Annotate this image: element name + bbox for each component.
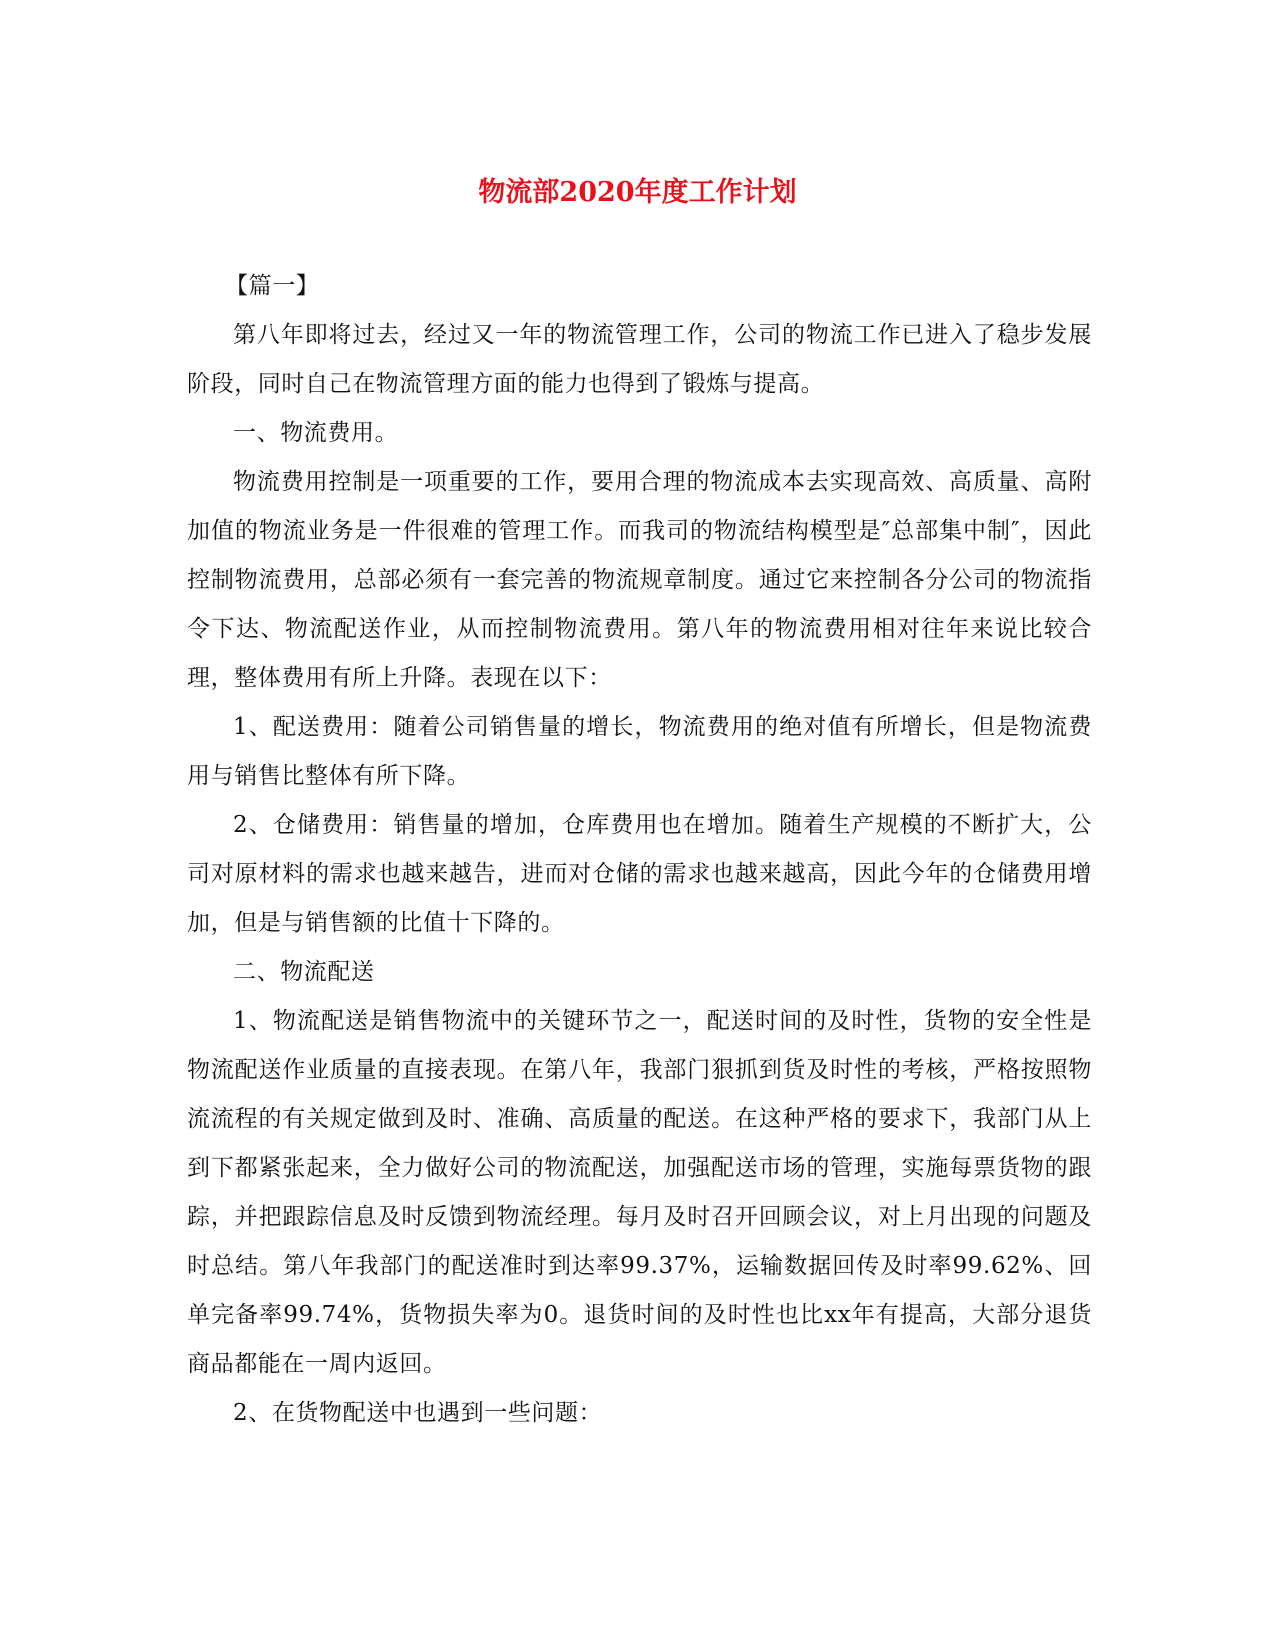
paragraph-delivery-issues: 2、在货物配送中也遇到一些问题：: [233, 1400, 603, 1426]
document-body: [187, 262, 1092, 1438]
paragraph-intro: 第八年即将过去，经过又一年的物流管理工作，公司的物流工作已进入了稳步发展阶段，同时自己在物流管理方面的能力也得到了锻炼与提高。: [187, 322, 1092, 397]
document-title: 物流部2020年度工作计划: [478, 177, 797, 208]
section-tag: 【篇一】: [225, 273, 320, 299]
paragraph-delivery-performance: 1、物流配送是销售物流中的关键环节之一，配送时间的及时性，货物的安全性是物流配送作业质量的直接表现。在第八年，我部门狠抓到货及时性的考核，严格按照物流流程的有关规定做到及时、准确、高质量的配送。在这种严格的要求下，我部门从上到下都紧张起来，全力做好公司的物流配送，加强配送市场的管理，实施每票货物的跟踪，并把跟踪信息及时反馈到物流经理。每月及时召开回顾会议，对上月出现的问题及时总结。第八年我部门的配送准时到达率99.37%，运输数据回传及时率99.62%、回单完备率99.74%，货物损失率为0。退货时间的及时性也比xx年有提高，大部分退货商品都能在一周内返回。: [187, 1008, 1092, 1377]
heading-logistics-cost: 一、物流费用。: [233, 420, 399, 446]
paragraph-storage-cost: 2、仓储费用：销售量的增加，仓库费用也在增加。随着生产规模的不断扩大，公司对原材料的需求也越来越告，进而对仓储的需求也越来越高，因此今年的仓储费用增加，但是与销售额的比值十下降的。: [187, 812, 1092, 936]
heading-logistics-delivery: 二、物流配送: [233, 959, 375, 985]
paragraph-cost-control: 物流费用控制是一项重要的工作，要用合理的物流成本去实现高效、高质量、高附加值的物流业务是一件很难的管理工作。而我司的物流结构模型是″总部集中制″，因此控制物流费用，总部必须有一套完善的物流规章制度。通过它来控制各分公司的物流指令下达、物流配送作业，从而控制物流费用。第八年的物流费用相对往年来说比较合理，整体费用有所上升降。表现在以下：: [187, 469, 1092, 691]
paragraph-delivery-cost: 1、配送费用：随着公司销售量的增长，物流费用的绝对值有所增长，但是物流费用与销售比整体有所下降。: [187, 714, 1092, 789]
